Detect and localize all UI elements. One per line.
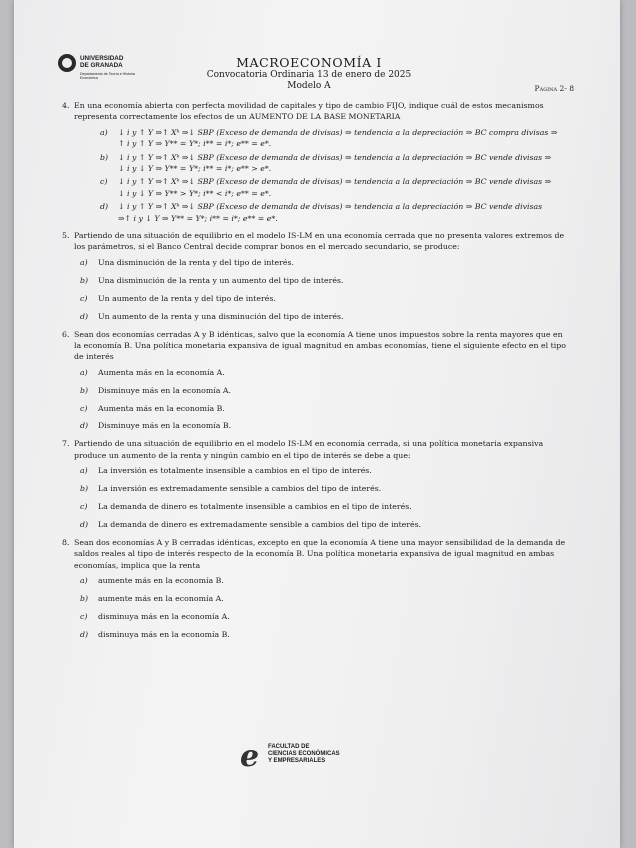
option-d: d) ↓ i y ↑ Y ⇒↑ Xᵏ ⇒↓ SBP (Exceso de demanda de divisas) ⇒ tendencia a la depreciación ⇒ BC vende divisas ⇒↑ i y ↓ Y ⇒ Y** = Y*; i** = i*; e** = e*. — [100, 202, 543, 223]
university-name: UNIVERSIDAD DE GRANADA — [80, 55, 124, 69]
question-7 — [62, 438, 567, 530]
option-a: a) Una disminución de la renta y del tipo de interés. — [80, 257, 294, 267]
question-text: Partiendo de una situación de equilibrio en el modelo IS-LM en economía cerrada, si una política monetaria expansiva produce un aumento de la renta y ningún cambio en el tipo de interés se debe a que: — [74, 439, 544, 460]
question-text: En una economía abierta con perfecta movilidad de capitales y tipo de cambio FIJO, indique cuál de estos mecanismos representa correctamente los efectos de un AUMENTO DE LA BASE MONETARIA — [74, 101, 544, 122]
option-b: b) aumente más en la economía A. — [80, 593, 224, 603]
faculty-name: FACULTAD DE CIENCIAS ECONÓMICAS Y EMPRESARIALES — [268, 744, 340, 765]
page-header — [14, 52, 620, 97]
exam-title-block — [194, 56, 424, 92]
question-4 — [62, 100, 567, 224]
option-c: c) Aumenta más en la economía B. — [80, 403, 225, 413]
option-b: b) Disminuye más en la economía A. — [80, 385, 231, 395]
option-b: b) La inversión es extremadamente sensible a cambios del tipo de interés. — [80, 484, 382, 494]
university-seal-icon — [58, 54, 76, 72]
question-number: 4. — [62, 101, 70, 110]
exam-call: Convocatoria Ordinaria 13 de enero de 2025 — [206, 70, 412, 80]
question-6 — [62, 329, 567, 432]
option-a: a) aumente más en la economía B. — [80, 576, 224, 585]
question-number: 7. — [62, 439, 70, 449]
option-d: d) Un aumento de la renta y una disminución del tipo de interés. — [80, 311, 344, 321]
option-c: c) La demanda de dinero es totalmente insensible a cambios en el tipo de interés. — [80, 501, 412, 511]
question-8 — [62, 537, 567, 640]
question-number: 8. — [62, 537, 70, 547]
question-number: 5. — [62, 231, 70, 241]
option-c: c) disminuya más en la economía A. — [80, 611, 230, 621]
option-d: d) disminuya más en la economía B. — [80, 629, 230, 639]
course-title: MACROECONOMÍA I — [236, 55, 382, 70]
option-a: a) La inversión es totalmente insensible a cambios en el tipo de interés. — [80, 466, 372, 476]
university-logo — [58, 54, 168, 86]
question-5 — [62, 230, 567, 322]
question-text: Sean dos economías cerradas A y B idénticas, salvo que la economía A tiene unos impuestos sobre la renta mayores que en la economía B. Una política monetaria expansiva de igual magnitud en ambas economías, tiene el siguiente efecto en el tipo de interés — [74, 329, 566, 362]
questions — [62, 100, 567, 647]
option-d: d) Disminuye más en la economía B. — [80, 421, 232, 431]
page-number: Página 2- 8 — [534, 84, 574, 93]
option-a: a) ↓ i y ↑ Y ⇒↑ Xᵏ ⇒↓ SBP (Exceso de demanda de divisas) ⇒ tendencia a la depreciación ⇒ BC compra divisas ⇒ ↑ i y ↑ Y ⇒ Y** = Y*; i** = i*; e** = e*. — [100, 127, 558, 149]
question-text: Sean dos economías A y B cerradas idénticas, excepto en que la economía A tiene una mayor sensibilidad de la demanda de saldos reales al tipo de interés respecto de la economía B. Una política monetaria expansiva de igual magnitud en ambas economías, implica que la renta — [74, 537, 566, 570]
option-b: b) Una disminución de la renta y un aumento del tipo de interés. — [80, 275, 344, 285]
option-b: b) ↓ i y ↑ Y ⇒↑ Xᵏ ⇒↓ SBP (Exceso de demanda de divisas) ⇒ tendencia a la depreciación ⇒ BC vende divisas ⇒ ↓ i y ↓ Y ⇒ Y** = Y*; i** = i*; e** > e*. — [100, 152, 552, 174]
option-c: c) Un aumento de la renta y del tipo de interés. — [80, 293, 276, 303]
question-text: Partiendo de una situación de equilibrio en el modelo IS-LM en una economía cerrada que no presenta valores extremos de los parámetros, si el Banco Central decide comprar bonos en el mercado secundario, se produce: — [74, 231, 565, 252]
option-a: a) Aumenta más en la economía A. — [80, 367, 225, 377]
department-name: Departamento de Teoría e Historia Económica — [80, 72, 135, 81]
option-c: c) ↓ i y ↑ Y ⇒↑ Xᵏ ⇒↓ SBP (Exceso de demanda de divisas) ⇒ tendencia a la depreciación ⇒ BC vende divisas ⇒ ↓ i y ↓ Y ⇒ Y** > Y*; i** < i*; e** = e*. — [100, 177, 552, 198]
question-number: 6. — [62, 329, 70, 339]
exam-model: Modelo A — [287, 81, 331, 91]
faculty-e-logo-icon: e — [240, 739, 260, 774]
faculty-logo — [240, 739, 400, 774]
exam-page — [14, 0, 620, 848]
option-d: d) La demanda de dinero es extremadamente sensible a cambios del tipo de interés. — [80, 519, 422, 529]
